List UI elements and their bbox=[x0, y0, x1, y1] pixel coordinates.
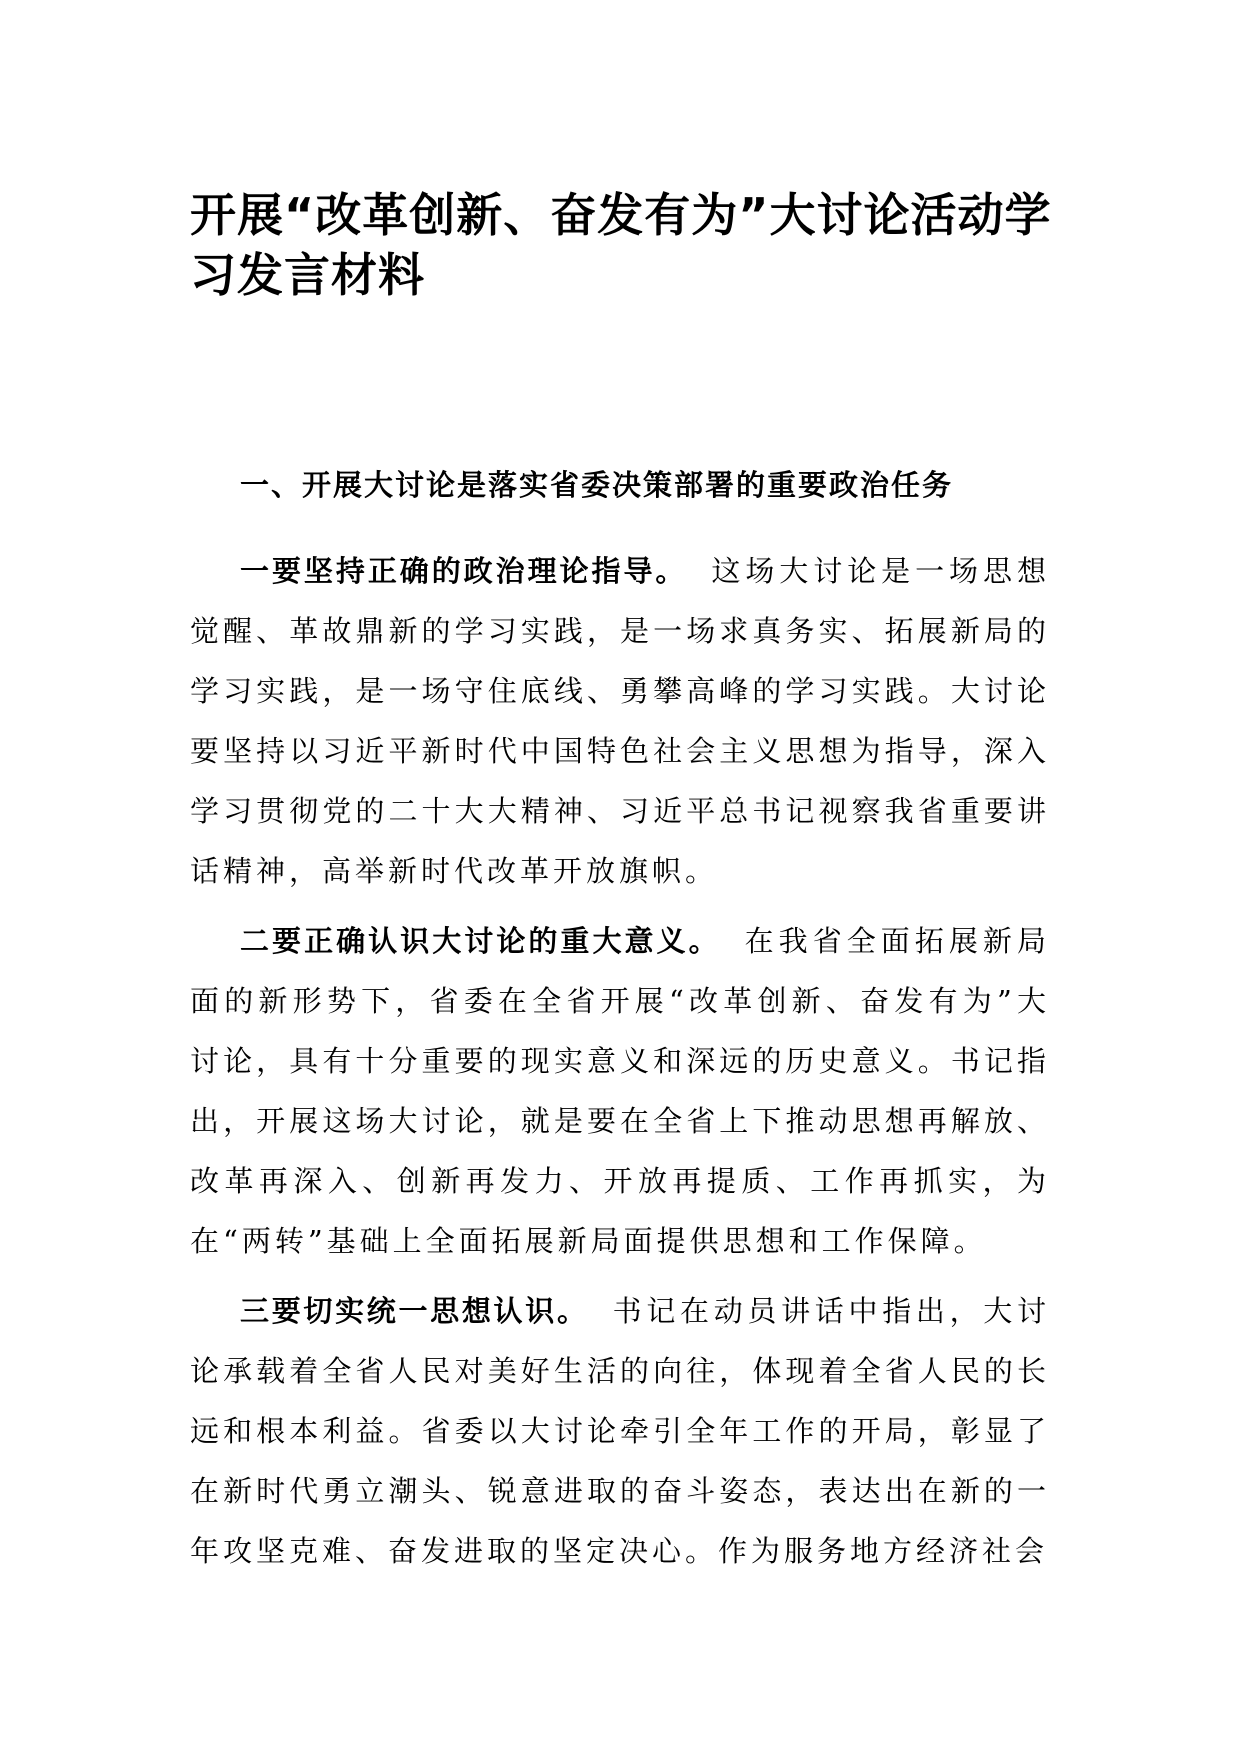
paragraph-2-text: 在我省全面拓展新局面的新形势下，省委在全省开展“改革创新、奋发有为”大讨论，具有十分重要的现实意义和深远的历史意义。书记指出，开展这场大讨论，就是要在全省上下推动思想再解放、改革再深入、创新再发力、开放再提质、工作再抓实，为在“两转”基础上全面拓展新局面提供思想和工作保障。 bbox=[190, 924, 1050, 1258]
section-heading: 一、开展大讨论是落实省委决策部署的重要政治任务 bbox=[240, 468, 954, 502]
paragraph-3 bbox=[190, 1281, 1050, 1581]
document-title: 开展“改革创新、奋发有为”大讨论活动学习发言材料 bbox=[190, 188, 1052, 302]
paragraph-2-lead: 二要正确认识大讨论的重大意义。 bbox=[240, 924, 721, 958]
paragraph-3-lead: 三要切实统一思想认识。 bbox=[240, 1294, 589, 1328]
paragraph-3-text: 书记在动员讲话中指出，大讨论承载着全省人民对美好生活的向往，体现着全省人民的长远和根本利益。省委以大讨论牵引全年工作的开局，彰显了在新时代勇立潮头、锐意进取的奋斗姿态，表达出在新的一年攻坚克难、奋发进取的坚定决心。作为服务地方经济社会 bbox=[190, 1294, 1050, 1568]
paragraph-1 bbox=[190, 541, 1050, 901]
paragraph-2 bbox=[190, 911, 1050, 1271]
paragraph-1-text: 这场大讨论是一场思想觉醒、革故鼎新的学习实践，是一场求真务实、拓展新局的学习实践，是一场守住底线、勇攀高峰的学习实践。大讨论要坚持以习近平新时代中国特色社会主义思想为指导，深入学习贯彻党的二十大大精神、习近平总书记视察我省重要讲话精神，高举新时代改革开放旗帜。 bbox=[190, 554, 1050, 888]
paragraph-1-lead: 一要坚持正确的政治理论指导。 bbox=[240, 554, 688, 588]
document-body bbox=[190, 465, 1050, 1591]
